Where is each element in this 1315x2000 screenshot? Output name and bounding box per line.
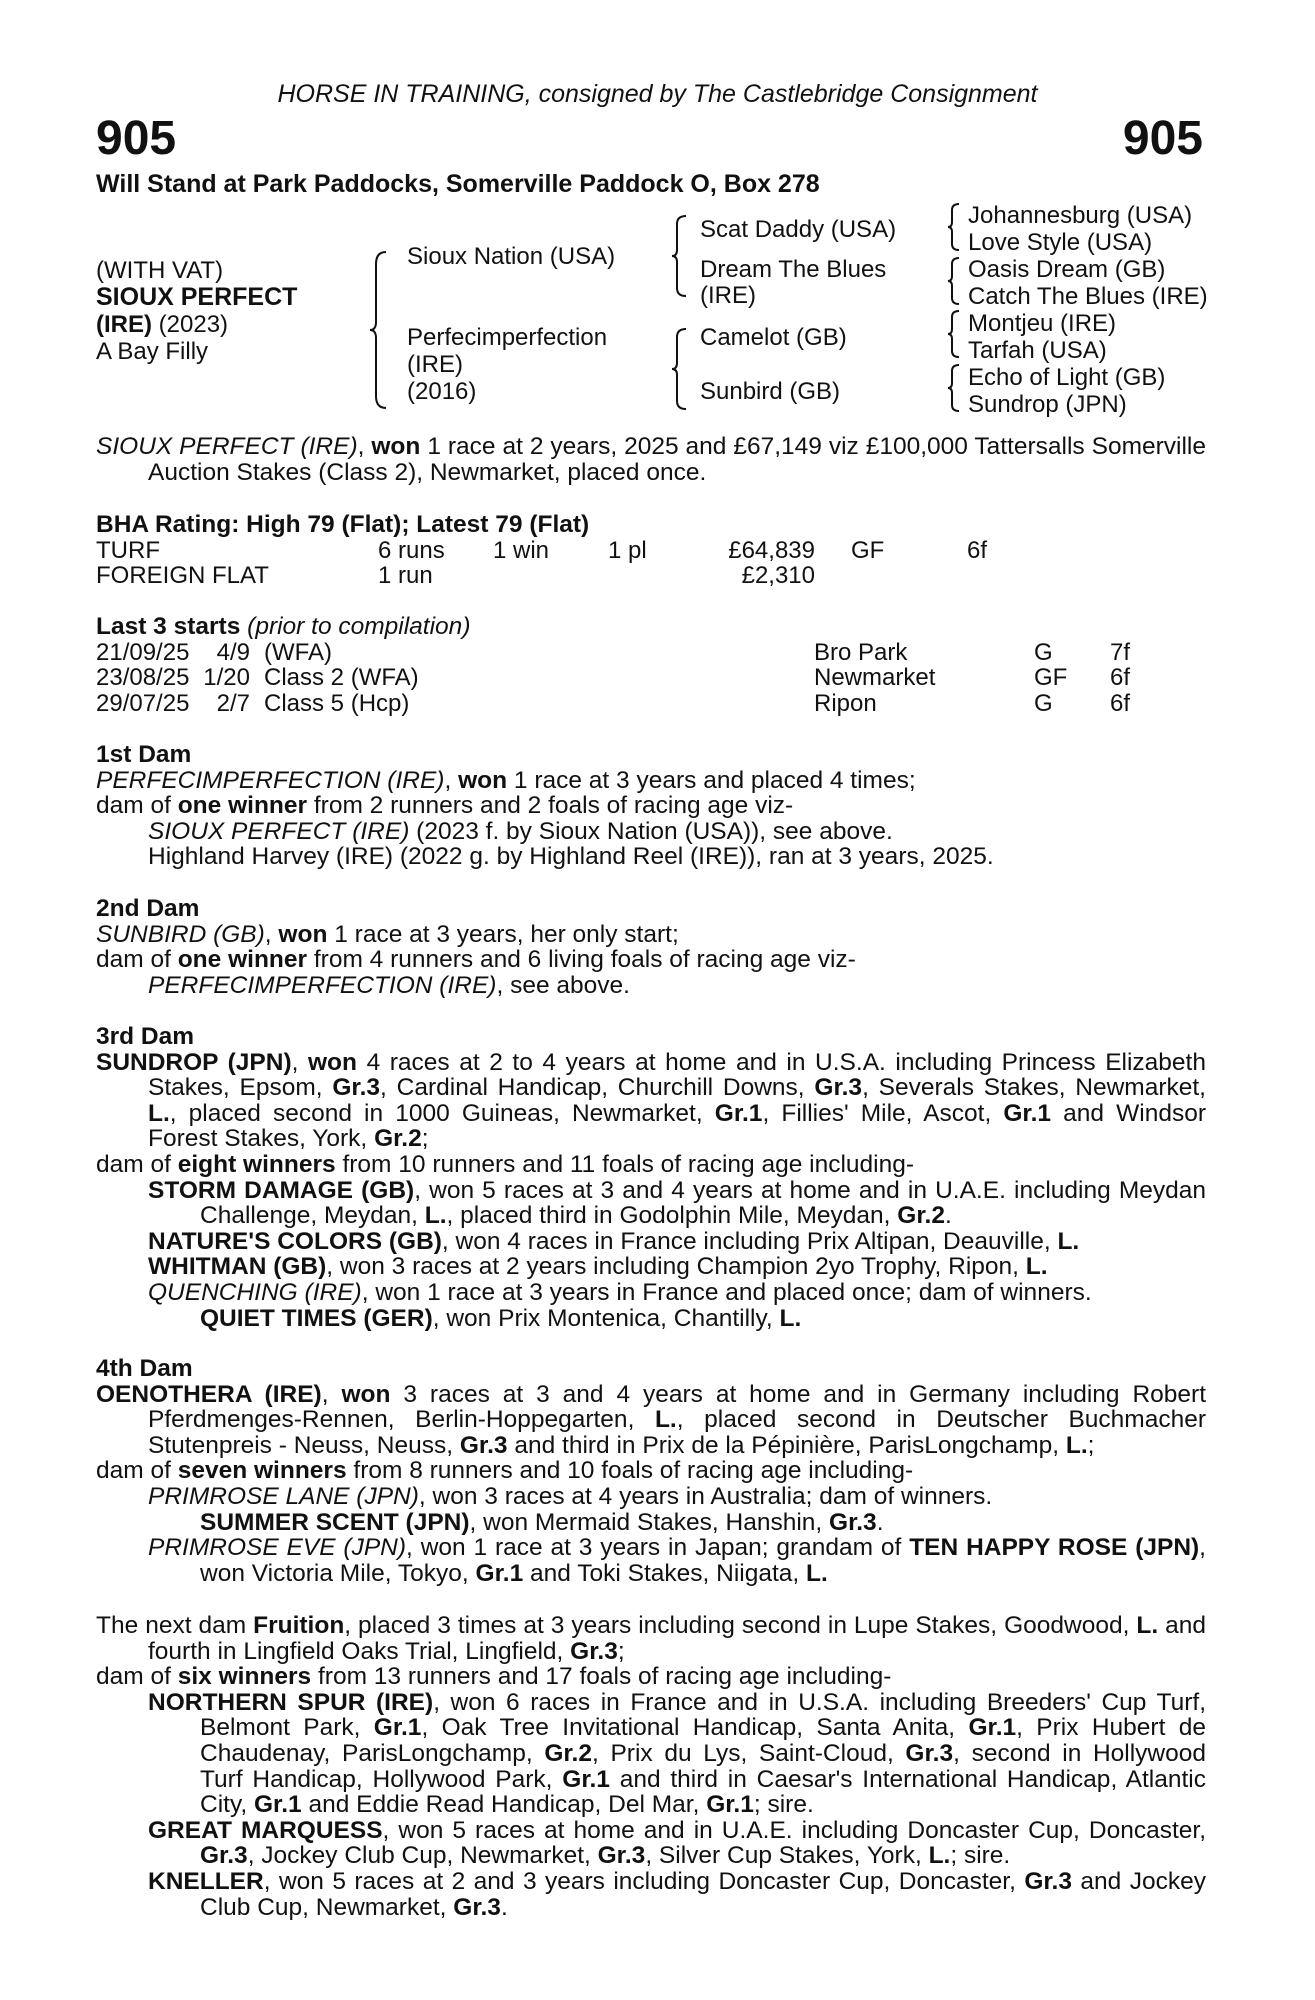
table-row: FOREIGN FLAT 1 run £2,310 — [96, 562, 815, 590]
last-starts-section — [96, 614, 1206, 716]
table-row: 23/08/25 1/20 Class 2 (WFA) Newmarket GF 6f — [96, 664, 1131, 692]
grand-2: Love Style (USA) — [968, 229, 1153, 256]
fourth-dam-title: 4th Dam — [96, 1355, 193, 1382]
dam-line2: (IRE) — [407, 351, 463, 378]
rating-table — [96, 538, 987, 589]
sire: Sioux Nation (USA) — [407, 243, 616, 270]
consignment-header: HORSE IN TRAINING, consigned by The Castlebridge Consignment — [277, 80, 1038, 108]
grand-8: Sundrop (JPN) — [968, 391, 1127, 418]
race-summary: SIOUX PERFECT (IRE), won 1 race at 2 years, 2025 and £67,149 viz £100,000 Tattersalls Somerville Auction Stakes (Class 2), Newmarket, placed once. — [96, 433, 1206, 486]
pedigree-brace-g12 — [946, 202, 962, 252]
vat-label: (WITH VAT) — [96, 257, 224, 284]
grand-3: Oasis Dream (GB) — [968, 256, 1166, 283]
third-dam-title: 3rd Dam — [96, 1023, 195, 1050]
grand-4: Catch The Blues (IRE) — [968, 283, 1208, 310]
sire-dam-line1: Dream The Blues — [700, 256, 887, 283]
table-row: TURF 6 runs 1 win 1 pl £64,839 GF 6f — [96, 536, 988, 564]
pedigree-brace-dam — [670, 327, 690, 411]
dam-dam: Sunbird (GB) — [700, 378, 841, 405]
last-starts-note: (prior to compilation) — [247, 613, 471, 640]
lot-number-right: 905 — [1122, 112, 1203, 165]
lot-number-left: 905 — [96, 112, 177, 165]
first-dam-title: 1st Dam — [96, 741, 192, 768]
grand-6: Tarfah (USA) — [968, 337, 1107, 364]
dam-line1: Perfecimperfection — [407, 324, 608, 351]
last-starts-title: Last 3 starts — [96, 613, 241, 640]
rating-section — [96, 512, 1206, 589]
sire-sire: Scat Daddy (USA) — [700, 216, 897, 243]
second-dam-section: 2nd Dam SUNBIRD (GB), won 1 race at 3 years, her only start; dam of one winner from 4 runners and 6 living foals of racing age viz- PERFECIMPERFECTION (IRE), see above. — [96, 896, 1206, 998]
pedigree-brace-g34 — [946, 256, 962, 306]
next-dam-section: The next dam Fruition, placed 3 times at 3 years including second in Lupe Stakes, Goodwood, L. and fourth in Lingfield Oaks Trial, Lingfield, Gr.3; dam of six winners from 13 runners and 17 foals of racing age including- NORTHERN SPUR (IRE), won 6 races in France and in U.S.A. including Breeders' Cup Turf, Belmont Park, Gr.1, Oak Tree Invitational Handicap, Santa Anita, Gr.1, Prix Hubert de Chaudenay, ParisLongchamp, Gr.2, Prix du Lys, Saint-Cloud, Gr.3, second in Hollywood Turf Handicap, Hollywood Park, Gr.1 and third in Caesar's International Handicap, Atlantic City, Gr.1 and Eddie Read Handicap, Del Mar, Gr.1; sire. GREAT MARQUESS, won 5 races at home and in U.A.E. including Doncaster Cup, Doncaster, Gr.3, Jockey Club Cup, Newmarket, Gr.3, Silver Cup Stakes, York, L.; sire. KNELLER, won 5 races at 2 and 3 years including Doncaster Cup, Doncaster, Gr.3 and Jockey Club Cup, Newmarket, Gr.3. — [96, 1612, 1207, 1921]
grand-1: Johannesburg (USA) — [968, 202, 1193, 229]
grand-7: Echo of Light (GB) — [968, 364, 1166, 391]
pedigree-brace-sire — [670, 214, 690, 298]
horse-description: A Bay Filly — [96, 338, 209, 365]
table-row: 29/07/25 2/7 Class 5 (Hcp) Ripon G 6f — [96, 689, 1131, 717]
rating-title: BHA Rating: High 79 (Flat); Latest 79 (Flat) — [96, 511, 590, 538]
fourth-dam-section: 4th Dam OENOTHERA (IRE), won 3 races at 3 and 4 years at home and in Germany including Robert Pferdmenges-Rennen, Berlin-Hoppegarten, L., placed second in Deutscher Buchmacher Stutenpreis - Neuss, Neuss, Gr.3 and third in Prix de la Pépinière, ParisLongchamp, L.; dam of seven winners from 8 runners and 10 foals of racing age including- PRIMROSE LANE (JPN), won 3 races at 4 years in Australia; dam of winners. SUMMER SCENT (JPN), won Mermaid Stakes, Hanshin, Gr.3. PRIMROSE EVE (JPN), won 1 race at 3 years in Japan; grandam of TEN HAPPY ROSE (JPN), won Victoria Mile, Tokyo, Gr.1 and Toki Stakes, Niigata, L. — [96, 1355, 1207, 1587]
pedigree-brace-g56 — [946, 309, 962, 359]
stand-location: Will Stand at Park Paddocks, Somerville Paddock O, Box 278 — [96, 170, 820, 198]
table-row: 21/09/25 4/9 (WFA) Bro Park G 7f — [96, 638, 1131, 666]
dam-line3: (2016) — [407, 378, 477, 405]
last-starts-table — [96, 640, 1130, 717]
dam-sire: Camelot (GB) — [700, 324, 847, 351]
pedigree-brace-g78 — [946, 363, 962, 413]
sire-dam-line2: (IRE) — [700, 282, 756, 309]
horse-country-year: (IRE) (2023) — [96, 311, 229, 338]
horse-name: SIOUX PERFECT — [96, 283, 298, 311]
grand-5: Montjeu (IRE) — [968, 310, 1117, 337]
second-dam-title: 2nd Dam — [96, 895, 200, 922]
first-dam-section: 1st Dam PERFECIMPERFECTION (IRE), won 1 race at 3 years and placed 4 times; dam of one winner from 2 runners and 2 foals of racing age viz- SIOUX PERFECT (IRE) (2023 f. by Sioux Nation (USA)), see above. Highland Harvey (IRE) (2022 g. by Highland Reel (IRE)), ran at 3 years, 2025. — [96, 742, 1206, 870]
third-dam-section: 3rd Dam SUNDROP (JPN), won 4 races at 2 to 4 years at home and in U.S.A. including Princess Elizabeth Stakes, Epsom, Gr.3, Cardinal Handicap, Churchill Downs, Gr.3, Severals Stakes, Newmarket, L., placed second in 1000 Guineas, Newmarket, Gr.1, Fillies' Mile, Ascot, Gr.1 and Windsor Forest Stakes, York, Gr.2; dam of eight winners from 10 runners and 11 foals of racing age including- STORM DAMAGE (GB), won 5 races at 3 and 4 years at home and in U.A.E. including Meydan Challenge, Meydan, L., placed third in Godolphin Mile, Meydan, Gr.2. NATURE'S COLORS (GB), won 4 races in France including Prix Altipan, Deauville, L. WHITMAN (GB), won 3 races at 2 years including Champion 2yo Trophy, Ripon, L. QUENCHING (IRE), won 1 race at 3 years in France and placed once; dam of winners. QUIET TIMES (GER), won Prix Montenica, Chantilly, L. — [96, 1023, 1206, 1332]
pedigree-brace-main — [368, 250, 390, 410]
